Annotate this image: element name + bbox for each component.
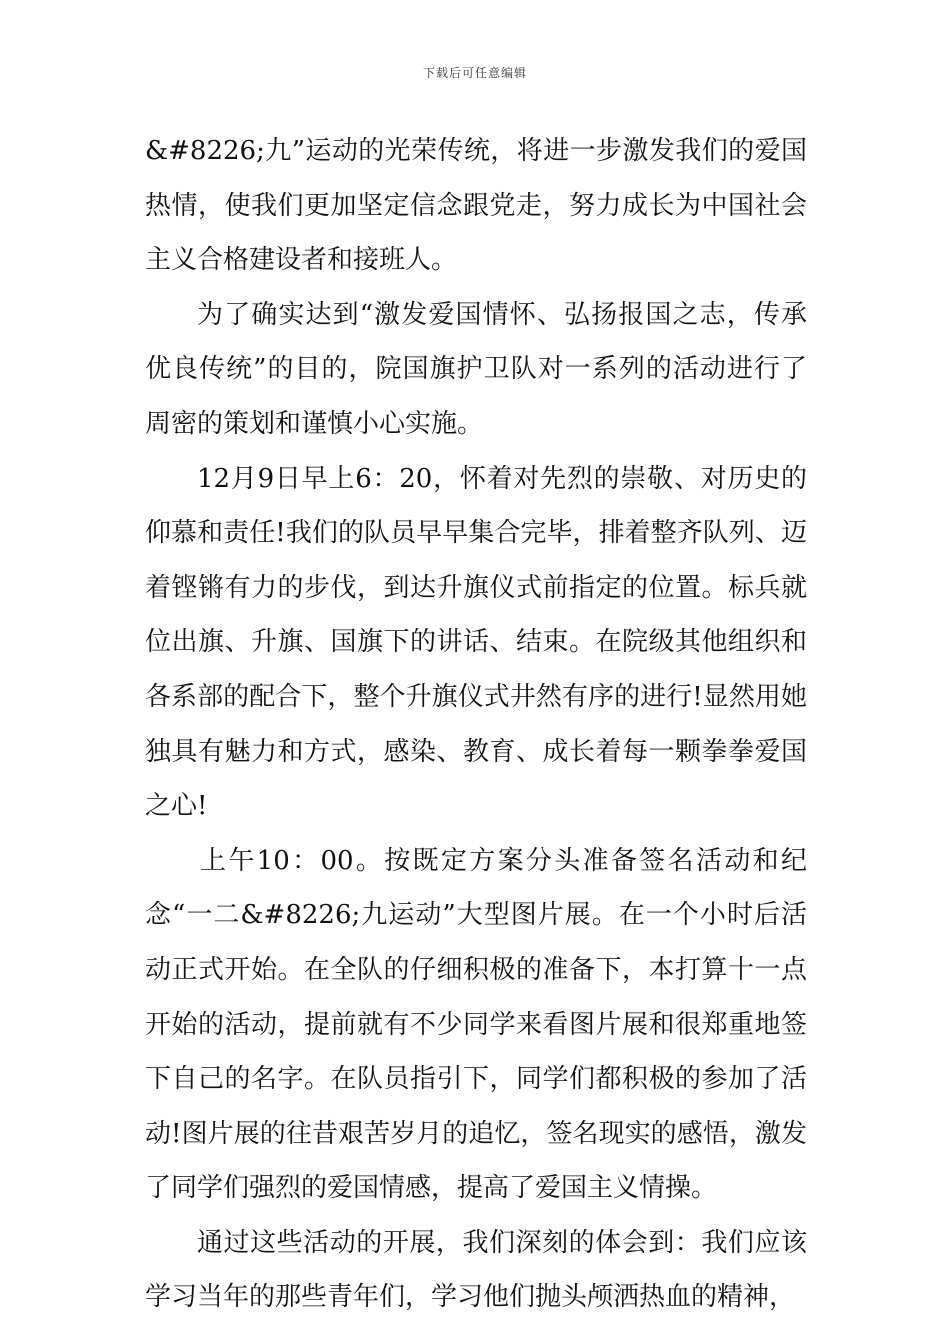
paragraph-3: 12月9日早上6：20，怀着对先烈的崇敬、对历史的仰慕和责任!我们的队员早早集合完毕，排着整齐队列、迈着铿锵有力的步伐，到达升旗仪式前指定的位置。标兵就位出旗、升旗、国旗下的讲话、结束。在院级其他组织和各系部的配合下，整个升旗仪式井然有序的进行!显然用她独具有魅力和方式，感染、教育、成长着每一颗拳拳爱国之心!: [145, 463, 807, 822]
document-body: [145, 124, 807, 1325]
page-header: 下载后可任意编辑: [422, 66, 527, 80]
paragraph-2: 为了确实达到“激发爱国情怀、弘扬报国之志，传承优良传统”的目的，院国旗护卫队对一系列的活动进行了周密的策划和谨慎小心实施。: [145, 299, 807, 439]
paragraph-1: &#8226;九”运动的光荣传统，将进一步激发我们的爱国热情，使我们更加坚定信念跟党走，努力成长为中国社会主义合格建设者和接班人。: [145, 136, 807, 276]
paragraph-5: 通过这些活动的开展，我们深刻的体会到：我们应该学习当年的那些青年们，学习他们抛头颅洒热血的精神，: [145, 1227, 807, 1313]
paragraph-4: 上午10：00。按既定方案分头准备签名活动和纪念“一二&#8226;九运动”大型图片展。在一个小时后活动正式开始。在全队的仔细积极的准备下，本打算十一点开始的活动，提前就有不少同学来看图片展和很郑重地签下自己的名字。在队员指引下，同学们都积极的参加了活动!图片展的往昔艰苦岁月的追忆，签名现实的感悟，激发了同学们强烈的爱国情感，提高了爱国主义情操。: [145, 845, 807, 1204]
